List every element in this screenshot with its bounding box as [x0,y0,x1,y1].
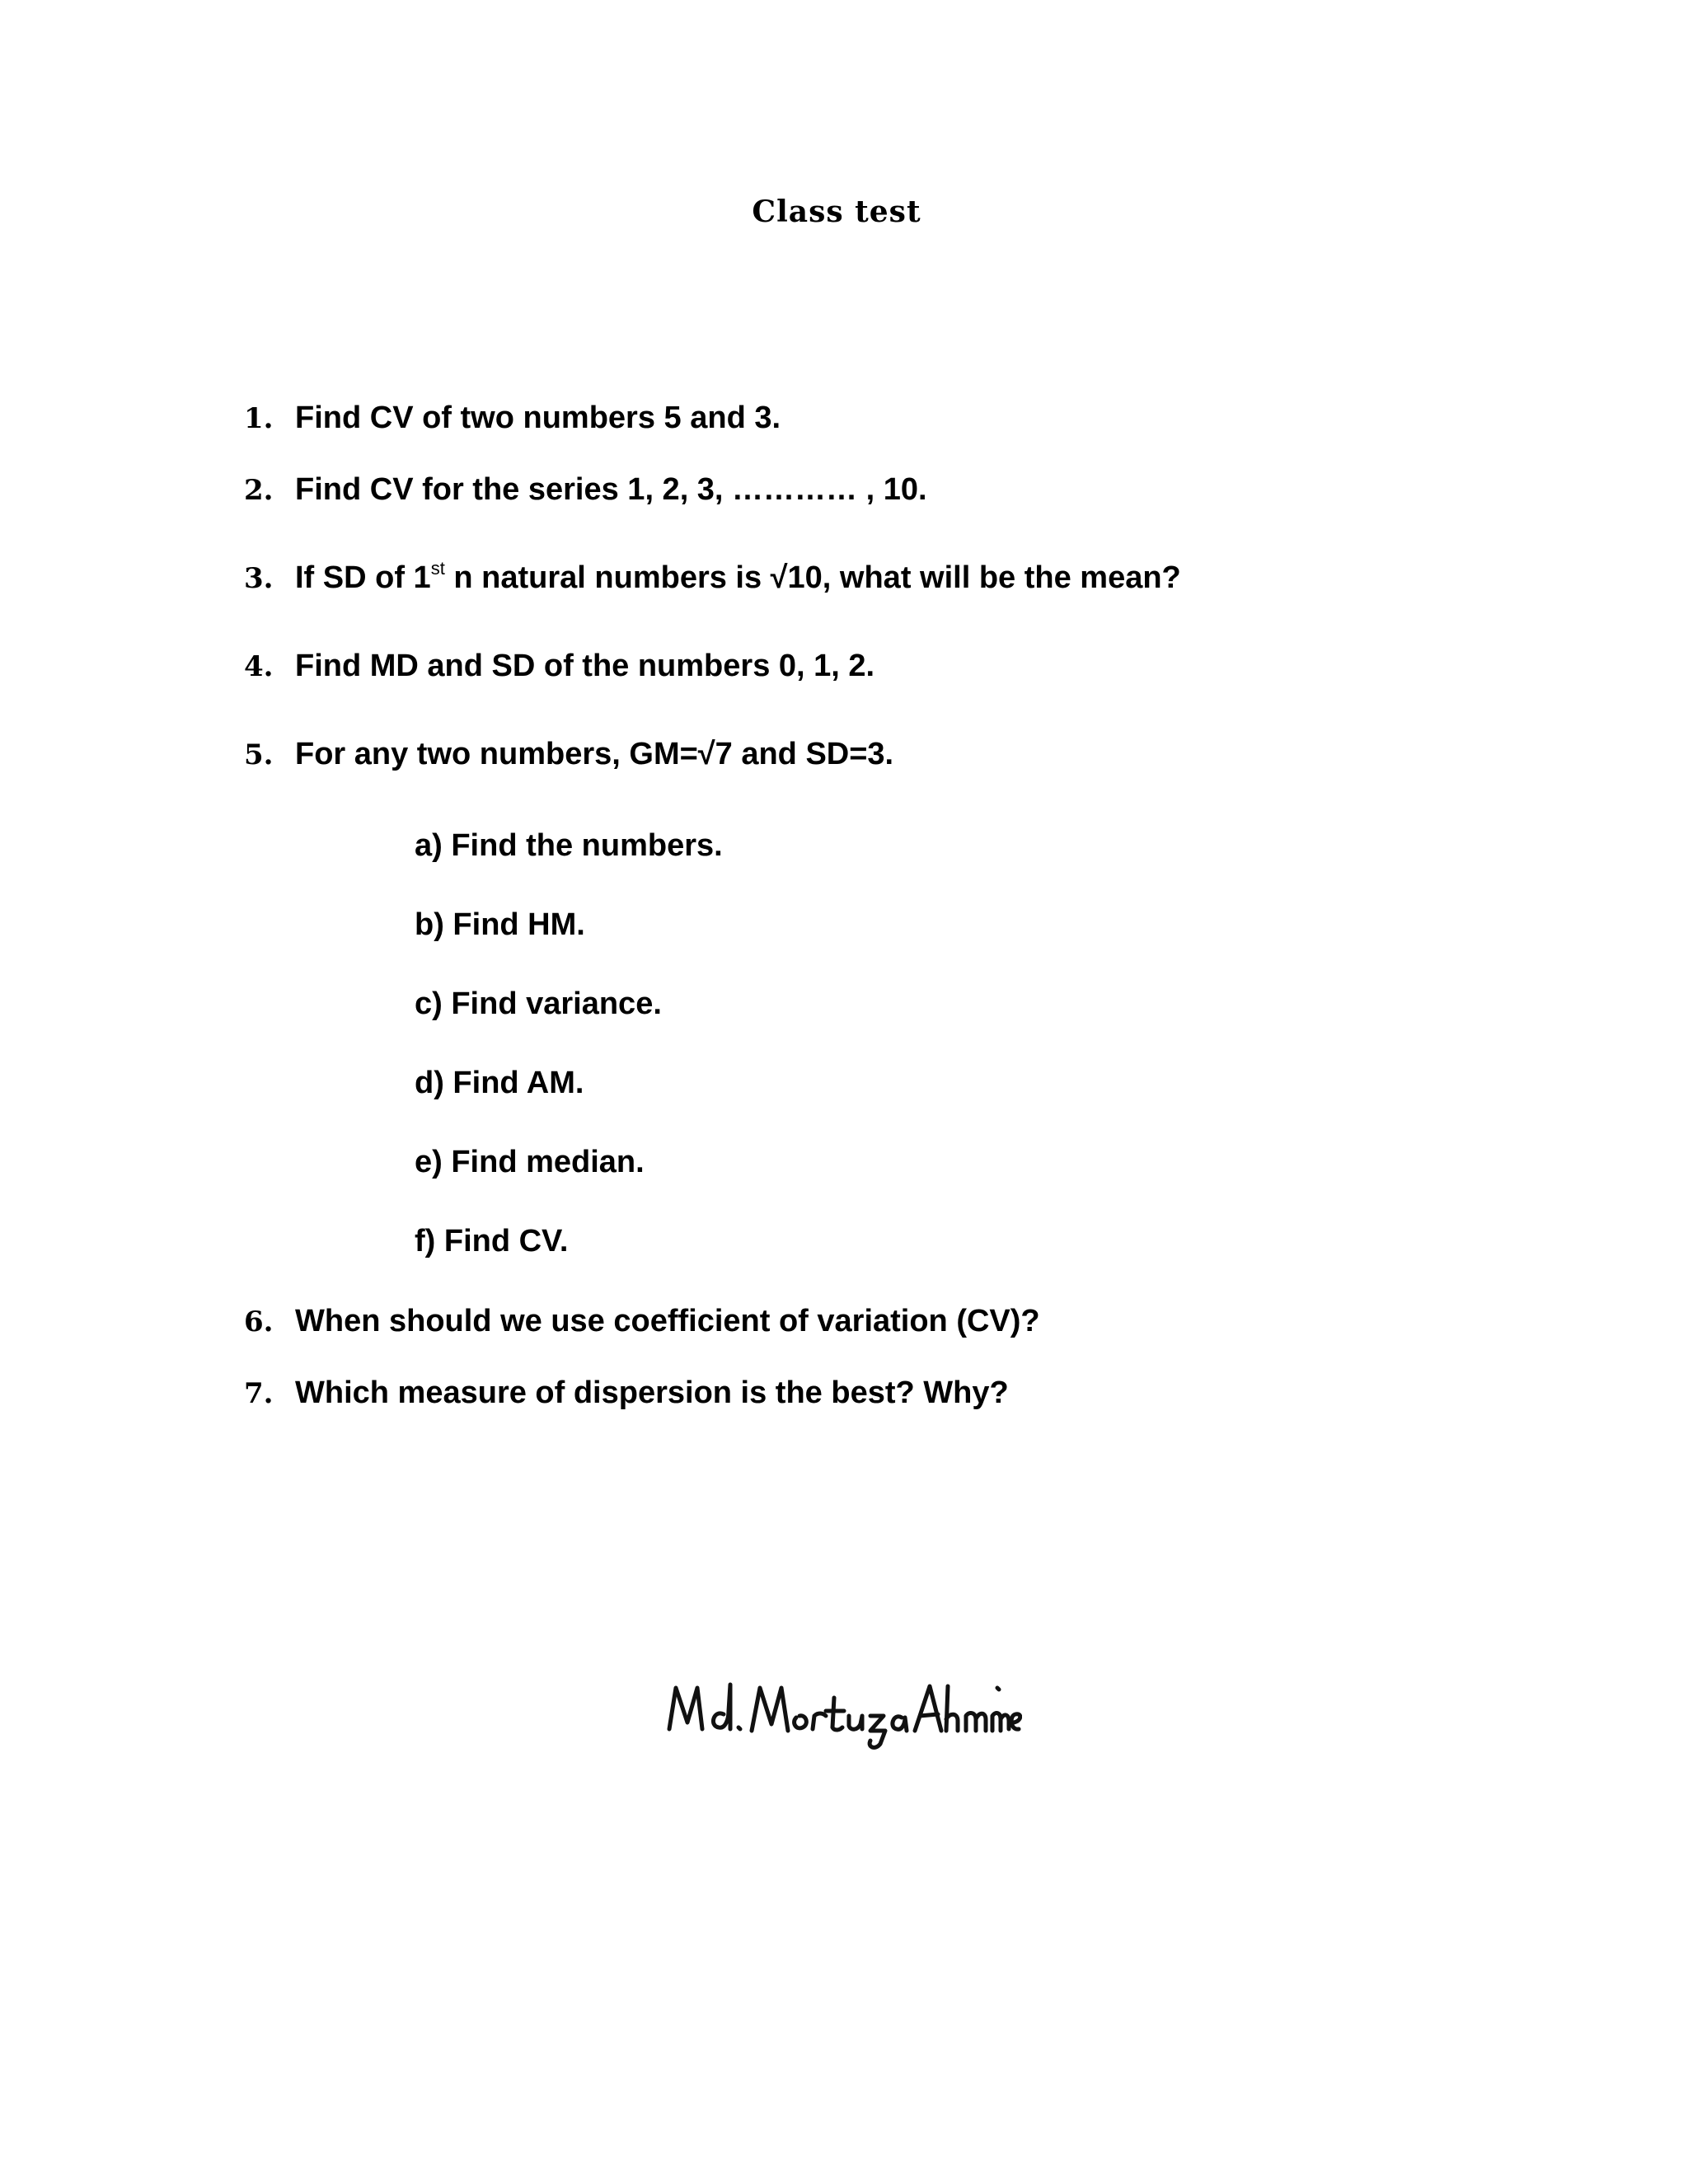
question-text: Find CV of two numbers 5 and 3. [295,401,781,435]
subpart-b: b) Find HM. [415,907,585,942]
question-7 [244,1376,1009,1411]
question-number: 1. [244,402,274,435]
ordinal-suffix: st [430,558,445,579]
question-2 [244,472,927,508]
subpart-d: d) Find AM. [415,1066,584,1100]
question-4 [244,649,874,684]
question-1 [244,401,781,436]
question-text: Find CV for the series 1, 2, 3, ………… , 10. [295,472,927,507]
question-number: 2. [244,474,274,507]
question-number: 5. [244,738,274,771]
subpart-f: f) Find CV. [415,1224,569,1258]
subpart-c: c) Find variance. [415,987,662,1021]
subpart-a: a) Find the numbers. [415,828,723,863]
question-text: When should we use coefficient of variation (CV)? [295,1304,1040,1338]
question-text-end: n natural numbers is √10, what will be the mean? [444,560,1181,595]
subpart-e: e) Find median. [415,1145,645,1179]
question-text-start: If SD of 1 [295,560,431,595]
question-number: 7. [244,1377,274,1410]
question-6 [244,1304,1040,1339]
signature [659,1665,1022,1755]
question-5 [244,737,893,772]
question-number: 4. [244,650,274,683]
question-text: For any two numbers, GM=√7 and SD=3. [295,737,894,771]
page-title: Class test [752,194,921,229]
question-text: Find MD and SD of the numbers 0, 1, 2. [295,649,875,683]
question-number: 6. [244,1305,274,1338]
question-3 [244,560,1181,596]
question-text: Which measure of dispersion is the best? Why? [295,1376,1009,1410]
question-number: 3. [244,562,274,595]
